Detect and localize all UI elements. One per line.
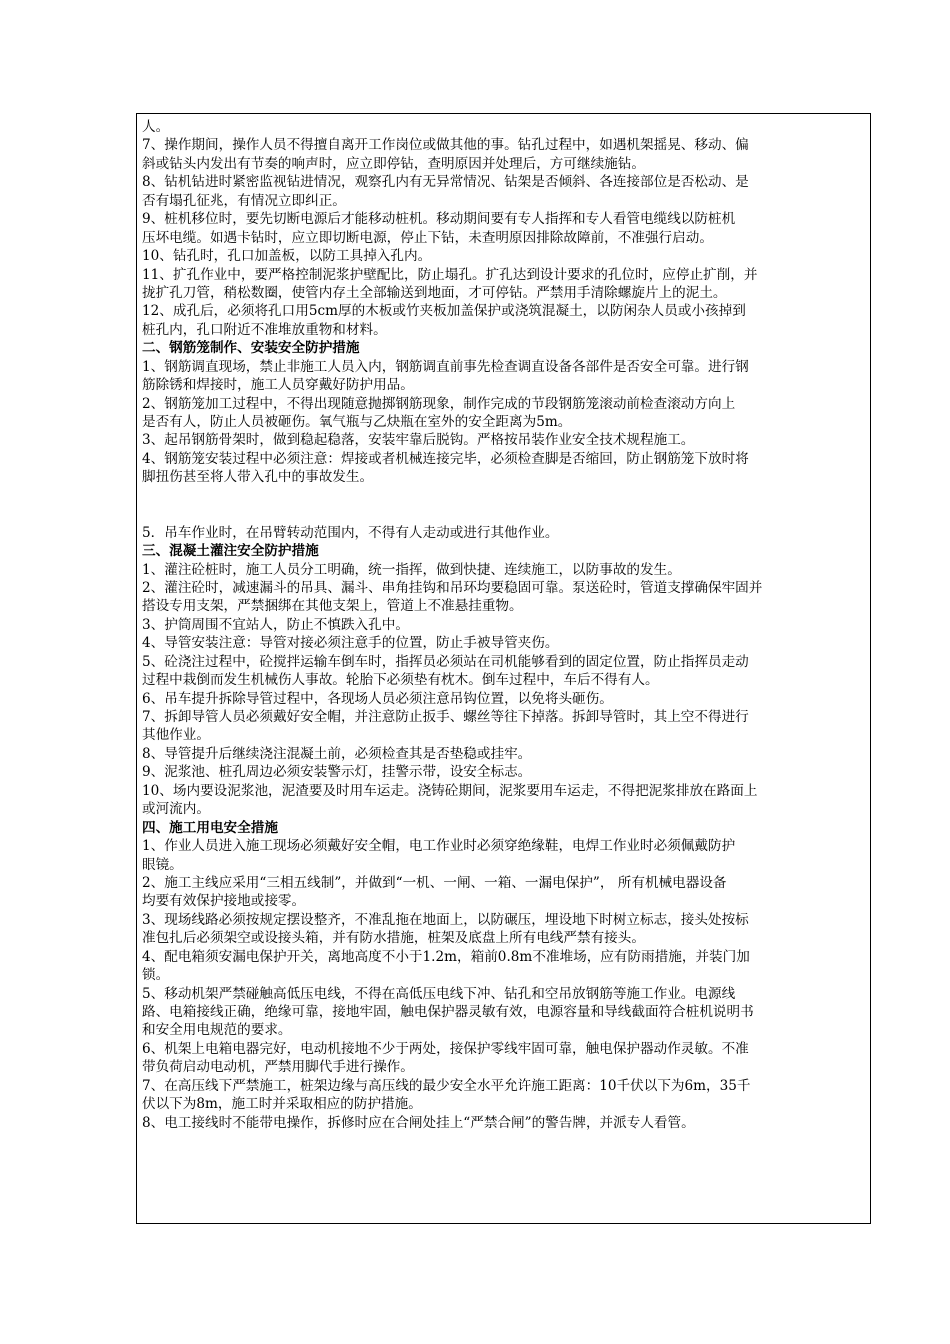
blank-line (142, 487, 866, 505)
text-line: 10、钻孔时，孔口加盖板，以防工具掉入孔内。 (142, 248, 432, 265)
text-line: 过程中栽倒而发生机械伤人事故。轮胎下必须垫有枕木。倒车过程中，车后不得有人。 (142, 672, 659, 689)
text-line: 5、移动机架严禁碰触高低压电线，不得在高低压电线下冲、钻孔和空吊放钢筋等施工作业。电源线 (142, 985, 736, 1002)
text-line: 压坏电缆。如遇卡钻时，应立即切断电源，停止下钻，未查明原因排除故障前，不准强行启动。 (142, 229, 713, 246)
text-line: 12、成孔后，必须将孔口用5cm厚的木板或竹夹板加盖保护或浇筑混凝土，以防闲杂人员或小孩掉到 (142, 303, 746, 320)
text-line: 路、电箱接线正确，绝缘可靠，接地牢固，触电保护器灵敏有效，电源容量和导线截面符合桩机说明书 (142, 1004, 754, 1020)
text-line: 准包扎后必须架空或设接头箱，并有防水措施，桩架及底盘上所有电线严禁有接头。 (142, 930, 645, 947)
text-line: 4、钢筋笼安装过程中必须注意：焊接或者机械连接完毕，必须检查脚是否缩回，防止钢筋笼下放时将 (142, 450, 749, 467)
section-heading: 二、钢筋笼制作、安装安全防护措施 (142, 340, 360, 357)
text-line: 或河流内。 (142, 801, 210, 818)
text-line: 11、扩孔作业中，要严格控制泥浆护壁配比，防止塌孔。扩孔达到设计要求的孔位时，应停止扩削，并 (142, 266, 758, 283)
text-line: 是否有人，防止人员被砸伤。氧气瓶与乙炔瓶在室外的安全距离为5m。 (142, 414, 572, 430)
text-line: 和安全用电规范的要求。 (142, 1022, 292, 1039)
text-line: 3、护筒周围不宜站人，防止不慎跌入孔中。 (142, 616, 409, 633)
text-line: 伏以下为8m，施工时并采取相应的防护措施。 (142, 1096, 422, 1113)
text-line: 7、拆卸导管人员必须戴好安全帽，并注意防止扳手、螺丝等往下掉落。拆卸导管时，其上空不得进行 (142, 709, 749, 725)
section-heading: 三、混凝土灌注安全防护措施 (142, 543, 319, 560)
text-line: 9、泥浆池、桩孔周边必须安装警示灯，挂警示带，设安全标志。 (142, 764, 532, 781)
text-line: 1、作业人员进入施工现场必须戴好安全帽，电工作业时必须穿绝缘鞋，电焊工作业时必须佩戴防护 (142, 838, 736, 855)
text-line: 4、导管安装注意：导管对接必须注意手的位置，防止手被导管夹伤。 (142, 635, 559, 652)
text-line: 2、灌注砼时，减速漏斗的吊具、漏斗、串角挂钩和吊环均要稳固可靠。泵送砼时，管道支撑确保牢固并 (142, 579, 763, 596)
text-line: 7、在高压线下严禁施工，桩架边缘与高压线的最少安全水平允许施工距离：10千伏以下为6m，35千 (142, 1077, 751, 1094)
section-heading: 四、施工用电安全措施 (142, 819, 278, 836)
text-line: 2、施工主线应采用“三相五线制”，并做到“一机、一闸、一箱、一漏电保护”， 所有机械电器设备 (142, 874, 727, 891)
text-line: 锁。 (142, 967, 170, 984)
text-line: 10、场内要设泥浆池，泥渣要及时用车运走。浇铸砼期间，泥浆要用车运走，不得把泥浆排放在路面上 (142, 782, 758, 799)
text-line: 5．吊车作业时，在吊臂转动范围内，不得有人走动或进行其他作业。 (142, 524, 559, 541)
text-line: 筋除锈和焊接时，施工人员穿戴好防护用品。 (142, 377, 414, 394)
text-line: 1、钢筋调直现场，禁止非施工人员入内，钢筋调直前事先检查调直设备各部件是否安全可靠。进行钢 (142, 358, 749, 375)
text-line: 4、配电箱须安漏电保护开关，离地高度不小于1.2m，箱前0.8m不准堆场，应有防雨措施，并装门加 (142, 948, 750, 965)
document-body (142, 118, 866, 1132)
text-line: 桩孔内，孔口附近不准堆放重物和材料。 (142, 321, 387, 338)
text-line: 否有塌孔征兆，有情况立即纠正。 (142, 192, 346, 209)
document-frame (136, 113, 871, 1224)
text-line: 2、钢筋笼加工过程中，不得出现随意抛掷钢筋现象，制作完成的节段钢筋笼滚动前检查滚动方向上 (142, 395, 736, 412)
text-line: 眼镜。 (142, 856, 183, 873)
text-line: 6、机架上电箱电器完好，电动机接地不少于两处，接保护零线牢固可靠，触电保护器动作灵敏。不准 (142, 1040, 749, 1057)
text-line: 5、砼浇注过程中，砼搅拌运输车倒车时，指挥员必须站在司机能够看到的固定位置，防止指挥员走动 (142, 653, 749, 670)
text-line: 其他作业。 (142, 727, 210, 744)
text-line: 3、现场线路必须按规定摆设整齐，不准乱拖在地面上，以防碾压，埋设地下时树立标志，接头处按标 (142, 911, 749, 928)
text-line: 带负荷启动电动机，严禁用脚代手进行操作。 (142, 1059, 414, 1076)
text-line: 1、灌注砼桩时，施工人员分工明确，统一指挥，做到快捷、连续施工，以防事故的发生。 (142, 561, 681, 578)
text-line: 搭设专用支架，严禁捆绑在其他支架上，管道上不准悬挂重物。 (142, 598, 523, 615)
text-line: 7、操作期间，操作人员不得擅自离开工作岗位或做其他的事。钻孔过程中，如遇机架摇晃、移动、偏 (142, 137, 749, 154)
text-line: 人。 (142, 119, 170, 135)
text-line: 6、吊车提升拆除导管过程中，各现场人员必须注意吊钩位置，以免将头砸伤。 (142, 690, 613, 707)
text-line: 8、导管提升后继续浇注混凝土前，必须检查其是否垫稳或挂牢。 (142, 745, 532, 762)
text-line: 8、钻机钻进时紧密监视钻进情况，观察孔内有无异常情况、钻架是否倾斜、各连接部位是否松动、是 (142, 174, 749, 191)
text-line: 斜或钻头内发出有节奏的响声时，应立即停钻，查明原因并处理后，方可继续施钻。 (142, 155, 645, 172)
text-line: 均要有效保护接地或接零。 (142, 893, 306, 910)
text-line: 拢扩孔刀管，稍松数圈，使管内存土全部输送到地面，才可停钻。严禁用手清除螺旋片上的泥土。 (142, 284, 727, 301)
text-line: 脚扭伤甚至将人带入孔中的事故发生。 (142, 469, 374, 486)
text-line: 8、电工接线时不能带电操作，拆修时应在合闸处挂上“严禁合闸”的警告牌，并派专人看管。 (142, 1114, 695, 1131)
blank-line (142, 505, 866, 523)
text-line: 9、桩机移位时，要先切断电源后才能移动桩机。移动期间要有专人指挥和专人看管电缆线以防桩机 (142, 211, 736, 228)
text-line: 3、起吊钢筋骨架时，做到稳起稳落，安装牢靠后脱钩。严格按吊装作业安全技术规程施工。 (142, 432, 695, 449)
